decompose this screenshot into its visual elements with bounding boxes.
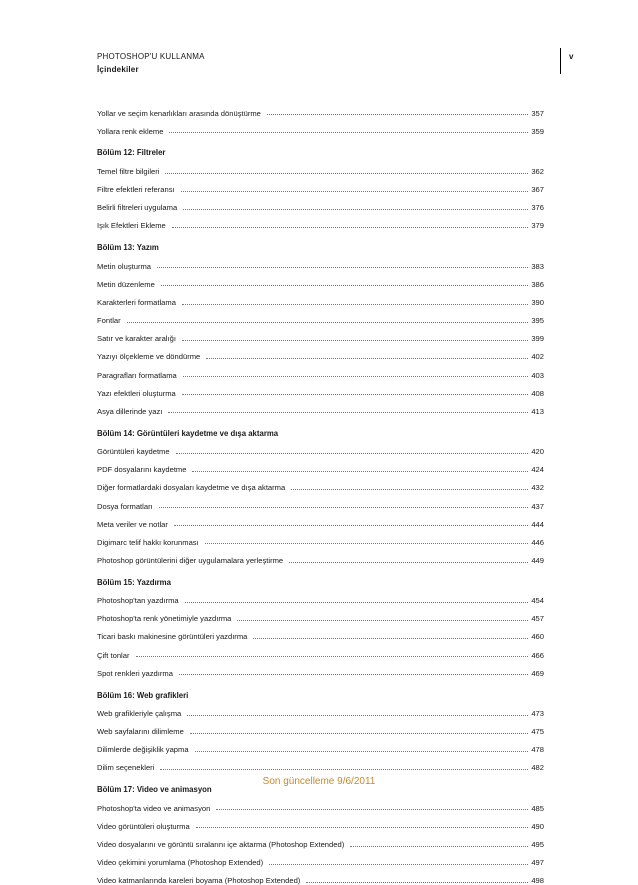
dot-leader (267, 113, 528, 115)
toc-entry-label: Web sayfalarını dilimleme (97, 727, 184, 737)
dot-leader (216, 808, 528, 810)
toc-entry-page: 379 (531, 221, 544, 231)
toc-entry-page: 449 (531, 555, 544, 565)
toc-entry[interactable] (97, 157, 544, 175)
dot-leader (174, 524, 528, 526)
toc-entry[interactable] (97, 194, 544, 212)
toc-entry[interactable] (97, 587, 544, 605)
table-of-contents (97, 99, 544, 885)
dot-leader (182, 393, 529, 395)
toc-entry-page: 460 (531, 632, 544, 642)
toc-entry[interactable] (97, 492, 544, 510)
dot-leader (168, 411, 528, 413)
toc-entry[interactable] (97, 528, 544, 546)
toc-entry[interactable] (97, 736, 544, 754)
dot-leader (165, 172, 528, 174)
toc-entry-label: Photoshop'ta video ve animasyon (97, 803, 211, 813)
toc-entry[interactable] (97, 605, 544, 623)
toc-entry-label: Yollara renk ekleme (97, 126, 164, 136)
section-title: İçindekiler (97, 65, 139, 74)
toc-entry[interactable] (97, 438, 544, 456)
toc-entry-label: Belirli filtreleri uygulama (97, 203, 178, 213)
dot-leader (160, 768, 528, 770)
toc-entry-label: Video katmanlarında kareleri boyama (Photoshop Extended) (97, 876, 301, 885)
page-header (97, 52, 205, 74)
toc-entry[interactable] (97, 623, 544, 641)
toc-entry-label: Görüntüleri kaydetme (97, 447, 170, 457)
toc-entry[interactable] (97, 343, 544, 361)
dot-leader (176, 452, 529, 454)
toc-entry-page: 437 (531, 501, 544, 511)
dot-leader (192, 470, 528, 472)
toc-entry[interactable] (97, 212, 544, 230)
toc-entry-label: Dosya formatları (97, 501, 153, 511)
dot-leader (196, 826, 529, 828)
dot-leader (183, 208, 528, 210)
toc-entry-page: 485 (531, 803, 544, 813)
dot-leader (127, 321, 529, 323)
chapter-heading: Bölüm 16: Web grafikleri (97, 690, 189, 700)
toc-entry[interactable] (97, 176, 544, 194)
toc-entry-page: 482 (531, 763, 544, 773)
toc-entry-label: Asya dillerinde yazı (97, 406, 163, 416)
toc-entry[interactable] (97, 307, 544, 325)
toc-entry-label: Dilim seçenekleri (97, 763, 155, 773)
page-number: v (569, 52, 574, 61)
toc-entry[interactable] (97, 718, 544, 736)
toc-entry-label: Ticari baskı makinesine görüntüleri yazdırma (97, 632, 248, 642)
header-divider (560, 48, 561, 74)
dot-leader (253, 637, 528, 639)
toc-entry-label: Fontlar (97, 316, 121, 326)
toc-entry-page: 444 (531, 519, 544, 529)
dot-leader (172, 226, 529, 228)
toc-entry-label: Meta veriler ve notlar (97, 519, 168, 529)
dot-leader (269, 863, 528, 865)
toc-entry[interactable] (97, 474, 544, 492)
toc-entry[interactable] (97, 830, 544, 848)
toc-entry[interactable] (97, 794, 544, 812)
toc-entry[interactable] (97, 379, 544, 397)
dot-leader (205, 542, 529, 544)
toc-entry-page: 490 (531, 821, 544, 831)
toc-entry-label: Karakterleri formatlama (97, 297, 176, 307)
toc-entry-label: Işık Efektleri Ekleme (97, 221, 166, 231)
toc-entry-page: 386 (531, 279, 544, 289)
toc-entry-label: Digimarc telif hakkı korunması (97, 537, 199, 547)
chapter-heading: Bölüm 17: Video ve animasyon (97, 785, 212, 795)
dot-leader (190, 732, 529, 734)
toc-entry-page: 469 (531, 668, 544, 678)
dot-leader (136, 655, 529, 657)
toc-entry-label: Dilimlerde değişiklik yapma (97, 745, 189, 755)
toc-entry-label: Çift tonlar (97, 650, 130, 660)
toc-entry[interactable] (97, 361, 544, 379)
dot-leader (195, 750, 529, 752)
dot-leader (159, 506, 529, 508)
footer-updated: Son güncelleme 9/6/2011 (262, 776, 376, 787)
toc-entry-label: Paragrafları formatlama (97, 370, 177, 380)
toc-entry-label: Diğer formatlardaki dosyaları kaydetme ve dışa aktarma (97, 483, 286, 493)
toc-entry-label: Temel filtre bilgileri (97, 166, 160, 176)
toc-entry[interactable] (97, 641, 544, 659)
toc-entry[interactable] (97, 754, 544, 772)
toc-entry-page: 359 (531, 126, 544, 136)
toc-entry[interactable] (97, 812, 544, 830)
toc-entry[interactable] (97, 252, 544, 270)
toc-entry-label: Metin oluşturma (97, 261, 152, 271)
dot-leader (291, 488, 528, 490)
dot-leader (161, 284, 528, 286)
toc-entry-page: 403 (531, 370, 544, 380)
toc-entry-label: Satır ve karakter aralığı (97, 334, 176, 344)
toc-entry-page: 376 (531, 203, 544, 213)
toc-entry-page: 466 (531, 650, 544, 660)
toc-entry-label: Video çekimini yorumlama (Photoshop Extended) (97, 858, 264, 868)
chapter-heading: Bölüm 12: Filtreler (97, 148, 166, 158)
toc-entry-page: 454 (531, 596, 544, 606)
toc-entry-page: 413 (531, 406, 544, 416)
toc-entry[interactable] (97, 510, 544, 528)
toc-entry[interactable] (97, 867, 544, 885)
toc-entry[interactable] (97, 700, 544, 718)
toc-entry[interactable] (97, 270, 544, 288)
toc-entry-label: PDF dosyalarını kaydetme (97, 465, 187, 475)
toc-entry-page: 399 (531, 334, 544, 344)
toc-entry-page: 457 (531, 614, 544, 624)
dot-leader (169, 131, 528, 133)
toc-entry-label: Metin düzenleme (97, 279, 155, 289)
toc-entry[interactable] (97, 849, 544, 867)
chapter-heading: Bölüm 13: Yazım (97, 243, 159, 253)
toc-entry-label: Photoshop'tan yazdırma (97, 596, 179, 606)
toc-entry-page: 497 (531, 858, 544, 868)
toc-entry[interactable] (97, 117, 544, 135)
toc-entry-label: Spot renkleri yazdırma (97, 668, 173, 678)
toc-entry-page: 475 (531, 727, 544, 737)
toc-entry-page: 402 (531, 352, 544, 362)
dot-leader (237, 619, 528, 621)
chapter-heading: Bölüm 15: Yazdırma (97, 577, 171, 587)
dot-leader (182, 339, 528, 341)
dot-leader (306, 881, 528, 883)
toc-entry[interactable] (97, 546, 544, 564)
toc-entry-label: Filtre efektleri referansı (97, 185, 175, 195)
dot-leader (182, 303, 528, 305)
dot-leader (350, 845, 528, 847)
document-title: PHOTOSHOP'U KULLANMA (97, 52, 205, 61)
toc-entry-page: 432 (531, 483, 544, 493)
toc-entry-page: 446 (531, 537, 544, 547)
toc-entry[interactable] (97, 659, 544, 677)
toc-entry-page: 420 (531, 447, 544, 457)
toc-entry-page: 408 (531, 388, 544, 398)
dot-leader (185, 601, 529, 603)
toc-entry-label: Yazıyı ölçekleme ve döndürme (97, 352, 201, 362)
toc-entry-page: 383 (531, 261, 544, 271)
toc-entry[interactable] (97, 397, 544, 415)
toc-entry-page: 424 (531, 465, 544, 475)
toc-entry-page: 362 (531, 166, 544, 176)
toc-entry-page: 357 (531, 108, 544, 118)
dot-leader (157, 266, 528, 268)
toc-entry-label: Photoshop görüntülerini diğer uygulamalara yerleştirme (97, 555, 284, 565)
dot-leader (181, 190, 529, 192)
toc-entry-page: 495 (531, 840, 544, 850)
toc-entry-label: Photoshop'ta renk yönetimiyle yazdırma (97, 614, 232, 624)
dot-leader (183, 375, 529, 377)
toc-entry-page: 395 (531, 316, 544, 326)
toc-entry-page: 498 (531, 876, 544, 885)
toc-entry-label: Yollar ve seçim kenarlıkları arasında dönüştürme (97, 108, 261, 118)
dot-leader (206, 357, 528, 359)
dot-leader (289, 561, 528, 563)
toc-entry[interactable] (97, 456, 544, 474)
dot-leader (179, 673, 528, 675)
toc-entry-page: 367 (531, 185, 544, 195)
dot-leader (187, 714, 528, 716)
toc-entry[interactable] (97, 288, 544, 306)
toc-entry-label: Web grafikleriyle çalışma (97, 709, 182, 719)
toc-entry-page: 473 (531, 709, 544, 719)
toc-entry-page: 478 (531, 745, 544, 755)
toc-entry-label: Video görüntüleri oluşturma (97, 821, 190, 831)
toc-entry[interactable] (97, 325, 544, 343)
toc-entry-label: Yazı efektleri oluşturma (97, 388, 176, 398)
chapter-heading: Bölüm 14: Görüntüleri kaydetme ve dışa aktarma (97, 428, 279, 438)
toc-entry[interactable] (97, 99, 544, 117)
toc-entry-label: Video dosyalarını ve görüntü sıralarını içe aktarma (Photoshop Extended) (97, 840, 345, 850)
toc-entry-page: 390 (531, 297, 544, 307)
